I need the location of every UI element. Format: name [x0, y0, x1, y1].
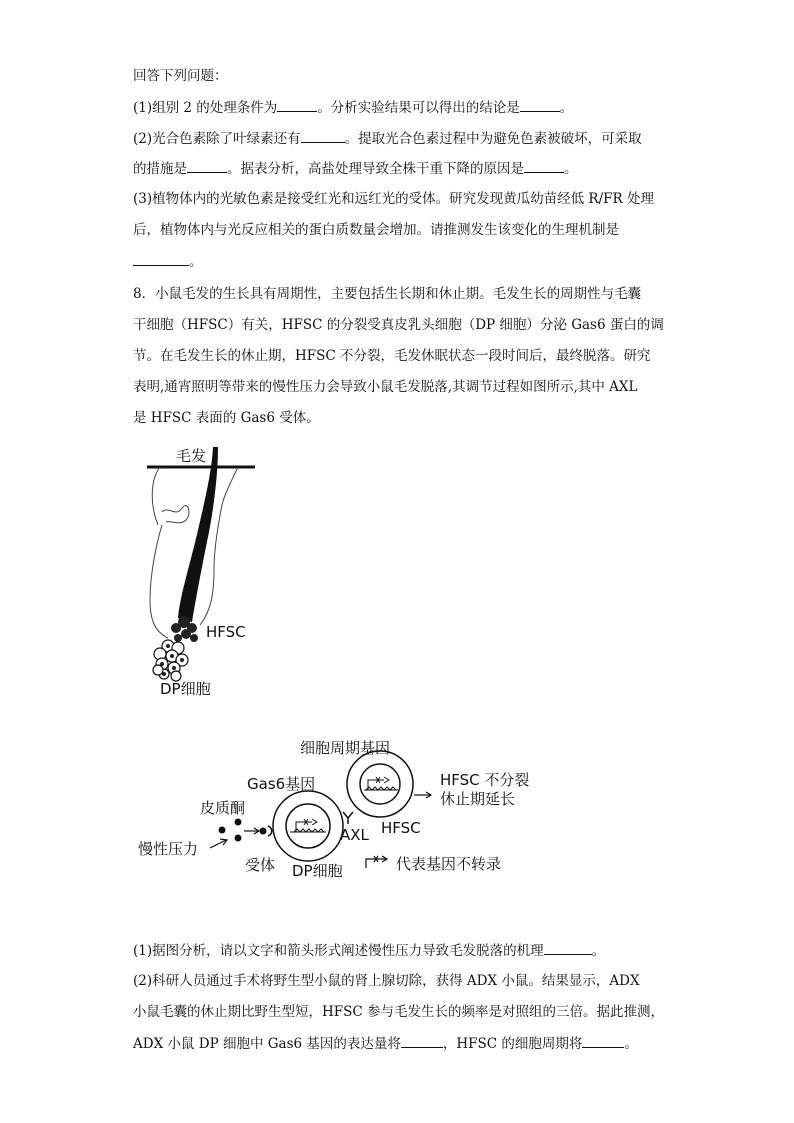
question-3-line-1: (3)植物体内的光敏色素是接受红光和远红光的受体。研究发现黄瓜幼苗经低 R/FR 处理	[133, 191, 654, 207]
follicle-outline	[152, 467, 160, 525]
dp-cell-figure-label: DP细胞	[292, 862, 343, 880]
cell-cycle-gene-label: 细胞周期基因	[300, 739, 391, 757]
q8-line-5: 是 HFSC 表面的 Gas6 受体。	[133, 410, 320, 426]
hair-label: 毛发	[176, 447, 207, 465]
hfsc-no-division-label: HFSC 不分裂	[440, 771, 530, 789]
q8-sub-2-line-3: ADX 小鼠 DP 细胞中 Gas6 基因的表达量将 ，HFSC 的细胞周期将 。	[133, 1033, 638, 1054]
q8-line-2: 干细胞（HFSC）有关，HFSC 的分裂受真皮乳头细胞（DP 细胞）分泌 Gas6 蛋白的调	[133, 317, 664, 333]
q8-sub-2-line-1: (2)科研人员通过手术将野生型小鼠的肾上腺切除，获得 ADX 小鼠。结果显示，ADX	[133, 973, 640, 989]
question-3-line-3: 。	[133, 251, 203, 272]
answer-blank[interactable]	[582, 1033, 624, 1048]
question-1: (1)组别 2 的处理条件为 。分析实验结果可以得出的结论是 。	[133, 97, 573, 118]
cortisol-label: 皮质酮	[200, 799, 246, 817]
axl-receptor-icon	[343, 812, 353, 824]
gas6-gene-label: Gas6基因	[247, 775, 316, 793]
dp-cell-nucleus	[286, 804, 330, 848]
answer-blank[interactable]	[544, 940, 592, 955]
chronic-stress-label: 慢性压力	[138, 840, 199, 858]
question-3-line-2: 后，植物体内与光反应相关的蛋白质数量会增加。请推测发生该变化的生理机制是	[133, 222, 619, 238]
cortisol-molecule	[235, 819, 242, 826]
q8-line-3: 节。在毛发生长的休止期，HFSC 不分裂，毛发休眠状态一段时间后，最终脱落。研究	[133, 348, 651, 364]
legend-label: 代表基因不转录	[396, 855, 502, 873]
legend-blocked-transcription-icon	[366, 859, 386, 868]
q8-sub-1: (1)据图分析，请以文字和箭头形式阐述慢性压力导致毛发脱落的机理 。	[133, 940, 605, 961]
hfsc-cluster	[171, 616, 198, 642]
answer-heading: 回答下列问题：	[133, 68, 228, 84]
receptor-label: 受体	[245, 856, 276, 874]
hfsc-label: HFSC	[206, 623, 246, 641]
question-2-line-1: (2)光合色素除了叶绿素还有 。提取光合色素过程中为避免色素被破坏，可采取	[133, 128, 642, 149]
receptor-icon	[268, 826, 272, 836]
follicle-outline	[150, 525, 168, 638]
hfsc-cell-outer	[347, 751, 413, 817]
rest-period-extended-label: 休止期延长	[440, 790, 516, 808]
q8-line-1: 8．小鼠毛发的生长具有周期性，主要包括生长期和休止期。毛发生长的周期性与毛囊	[133, 286, 642, 302]
q8-sub-2-line-2: 小鼠毛囊的休止期比野生型短，HFSC 参与毛发生长的频率是对照组的三倍。据此推测，	[133, 1004, 665, 1020]
question-2-line-2: 的措施是 。据表分析，高盐处理导致全株干重下降的原因是 。	[133, 158, 578, 179]
hfsc-figure-label: HFSC	[381, 819, 421, 837]
cortisol-molecule	[219, 827, 226, 834]
q8-line-4: 表明,通宵照明等带来的慢性压力会导致小鼠毛发脱落,其调节过程如图所示,其中 AXL	[133, 379, 638, 395]
dp-cell-label: DP细胞	[160, 680, 211, 698]
answer-blank[interactable]	[401, 1033, 443, 1048]
sebaceous-gland-icon	[162, 506, 189, 523]
cortisol-molecule	[235, 835, 242, 842]
receptor-icon	[260, 828, 267, 835]
hfsc-cell-nucleus	[360, 764, 400, 804]
dp-cell-outer	[273, 791, 343, 861]
axl-label: AXL	[340, 826, 369, 844]
